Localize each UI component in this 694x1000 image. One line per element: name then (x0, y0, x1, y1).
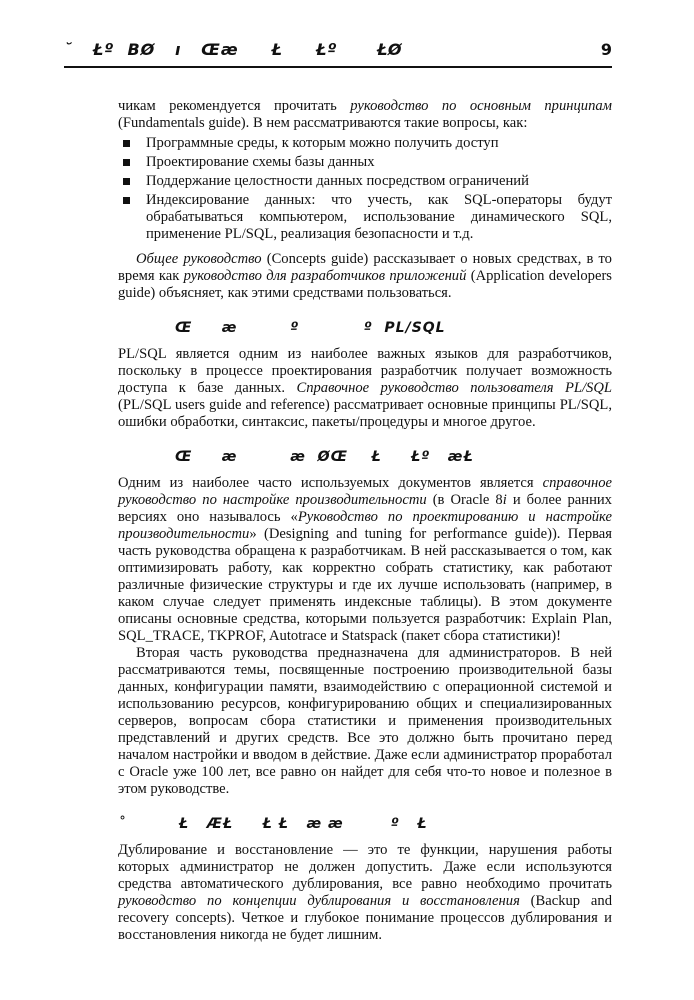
section-heading-backup: ˚ Ł ÆŁ Ł Ł æ æ º Ł (118, 816, 428, 832)
book-title-plsql: Справочное руководство пользователя PL/SQL (296, 380, 613, 396)
list-item (118, 173, 612, 190)
square-bullet-icon (123, 178, 130, 185)
text-run: (Backup and recovery concepts). Четкое и глубокое понимание процессов дублирования и восстановления никогда не будет лишним. (118, 893, 612, 943)
text-run: PL/SQL является одним из наиболее важных языков для разработчиков, поскольку в процессе проектирования разработчик получает возможность доступа к базе данных. (118, 346, 612, 396)
text-run: (PL/SQL users guide and reference) рассматривает основные принципы PL/SQL, ошибки обработки, синтаксис, пакеты/процедуры и многое другое. (118, 397, 612, 430)
book-title-fundamentals: руководство по основным принципам (350, 98, 612, 114)
page-number: 9 (600, 40, 612, 59)
topics-list (118, 135, 612, 243)
book-title-design-tuning: Руководство по проектированию и настройке производительности (118, 509, 612, 542)
text-run: Одним из наиболее часто используемых документов является (118, 475, 543, 491)
page-body (118, 98, 612, 944)
list-item (118, 135, 612, 152)
square-bullet-icon (123, 197, 130, 204)
intro-paragraph-1 (118, 98, 612, 132)
list-item (118, 192, 612, 243)
book-title-app-dev: руководство для разработчиков приложений (183, 268, 467, 284)
header-rule (64, 66, 612, 68)
text-run: (Application developers guide) объясняет, как этими средствами пользоваться. (118, 268, 612, 301)
list-item (118, 154, 612, 171)
book-title-concepts: Общее руководство (136, 251, 262, 267)
section-tuning-paragraph-2: Вторая часть руководства предназначена для администраторов. В ней рассматриваются темы, посвященные построению производительной базы данных, конфигурации памяти, взаимодействию с операционной системой и использованию ресурсов, конфигурированию общих и специализированных серверов, вопросам сбора статистики и применения производительных представлений и других средств. Все это должно быть прочитано перед началом настройки и вводом в действие. Даже если администратор проработал с Oracle уже 100 лет, все равно он найдет для себя что-то новое и полезное в этом руководстве. (118, 645, 612, 797)
square-bullet-icon (123, 140, 130, 147)
page-header (64, 40, 612, 62)
list-item-text: Индексирование данных: что учесть, как SQL-операторы будут обрабатываться компьютером, использование динамического SQL, применение PL/SQL, реализация безопасности и т.д. (146, 192, 612, 242)
running-head: ˘ Łº ΒØ ı Œæ Ł Łº ŁØ (64, 40, 403, 59)
book-title-tuning: справочное руководство по настройке производительности (118, 475, 612, 508)
section-heading-tuning: Œ æ æ ØŒ Ł Łº æŁ (175, 449, 474, 465)
section-backup-paragraph (118, 842, 612, 944)
text-run: (Concepts guide) рассказывает о новых средствах, в то время как (118, 251, 612, 284)
section-plsql-paragraph (118, 346, 612, 431)
section-tuning-paragraph-1 (118, 475, 612, 645)
list-item-text: Поддержание целостности данных посредством ограничений (146, 173, 529, 189)
list-item-text: Программные среды, к которым можно получить доступ (146, 135, 499, 151)
text-run: (в Oracle 8 (426, 492, 503, 508)
text-run: » (Designing and tuning for performance guide)). Первая часть руководства обращена к разработчикам. В ней рассказывается о том, как оптимизировать работу, как корректно собрать статистику, как работают различные физические структуры и где их лучше использовать (например, в каком случае следует применять индексные таблицы). В этом документе описаны основные средства, которыми пользуется разработчик: Explain Plan, SQL_TRACE, TKPROF, Autotrace и Statspack (пакет сбора статистики)! (118, 526, 612, 644)
version-suffix: i (502, 492, 507, 508)
text-run: и более ранних версиях оно называлось « (118, 492, 612, 525)
book-title-backup: руководство по концепции дублирования и восстановления (118, 893, 520, 909)
text-run: чикам рекомендуется прочитать (118, 98, 351, 114)
list-item-text: Проектирование схемы базы данных (146, 154, 375, 170)
square-bullet-icon (123, 159, 130, 166)
section-heading-plsql: Œ æ º º PL/SQL (175, 320, 446, 336)
intro-paragraph-2 (118, 251, 612, 302)
text-run: Дублирование и восстановление — это те функции, нарушения работы которых администратор не должен допустить. Даже если используются средства автоматического дублирования, все равно необходимо прочитать (118, 842, 612, 892)
text-run: (Fundamentals guide). В нем рассматриваются такие вопросы, как: (118, 115, 528, 131)
